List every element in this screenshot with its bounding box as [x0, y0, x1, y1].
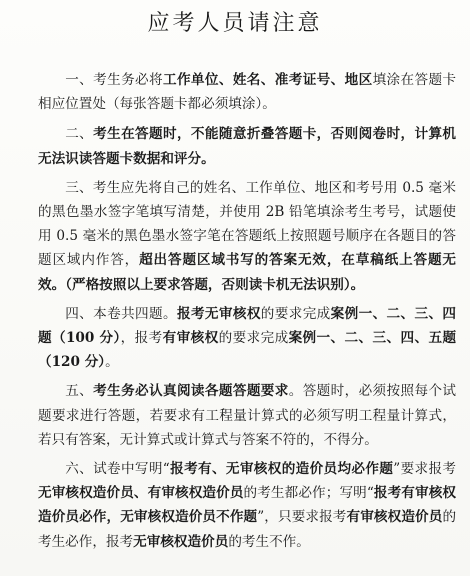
- text-run: 的考生必作，报考: [38, 509, 457, 550]
- text-run: 三、考生应先将自己的姓名、工作单位、地区和考号用 0.5 毫米的黑色墨水签字笔填写清楚，并使用 2B 铅笔填涂考生考号，试题使用 0.5 毫米的黑色墨水签字笔在答题纸上按照题号顺序在各题目的答题区域内作答，: [38, 179, 456, 269]
- text-run: 六、试卷中写明“: [65, 461, 170, 478]
- text-run: 四、本卷共四题。: [65, 305, 177, 322]
- text-run: ”，只要求报考: [257, 509, 347, 526]
- text-run: 的要求完成: [260, 305, 331, 322]
- text-run: 的考生都必作；写明“: [243, 485, 374, 502]
- bold-text-run: 无审核权造价员: [133, 533, 229, 550]
- bold-text-run: 工作单位、姓名、准考证号、地区: [162, 72, 373, 88]
- bold-text-run: 有审核权: [162, 330, 219, 347]
- document-title: 应考人员请注意: [147, 11, 323, 36]
- notice-item-2: [38, 122, 456, 170]
- bold-text-run: 报考有审核权造价员必作，无审核权造价员不作题: [38, 485, 457, 526]
- text-run: 的考生不作。: [228, 533, 310, 550]
- text-run: 五、: [65, 383, 94, 400]
- text-run: 一、考生务必将: [65, 72, 163, 88]
- bold-text-run: 超出答题区域书写的答案无效，在草稿纸上答题无效。（严格按照以上要求答题，否则读卡机无法识别）。: [38, 252, 457, 293]
- text-run: 填涂在答题卡相应位置处（每张答题卡都必须填涂）。: [38, 72, 457, 113]
- bold-text-run: 报考有、无审核权的造价员均必作题: [169, 461, 394, 478]
- text-run: 。答题时，必须按照每个试题要求进行答题，若要求有工程量计算式的必须写明工程量计算式，若只有答案，无计算式或计算式与答案不符的，不得分。: [38, 383, 457, 448]
- notice-item-3: [38, 176, 456, 297]
- bold-text-run: 案例一、二、三、四、五题（120 分）: [38, 330, 457, 371]
- bold-text-run: 无审核权造价员、有审核权造价员: [38, 485, 244, 502]
- text-run: 。: [105, 354, 119, 371]
- notice-item-6: [38, 457, 456, 554]
- bold-text-run: 考生务必认真阅读各题答题要求: [93, 383, 289, 400]
- text-run: 的要求完成: [218, 330, 289, 347]
- bold-text-run: 考生在答题时，不能随意折叠答题卡，否则阅卷时，计算机无法识读答题卡数据和评分。: [38, 126, 457, 167]
- bold-text-run: 有审核权造价员: [346, 509, 443, 526]
- text-run: ，报考: [120, 330, 163, 347]
- text-run: ”要求报考: [393, 461, 457, 478]
- text-run: 二、: [65, 126, 94, 143]
- bold-text-run: 案例一、二、三、四题（100 分）: [38, 305, 457, 347]
- notice-item-4: [38, 302, 456, 375]
- bold-text-run: 报考无审核权: [176, 305, 261, 322]
- notice-item-5: [38, 379, 456, 452]
- notice-body: [38, 68, 456, 559]
- notice-item-1: [38, 68, 456, 116]
